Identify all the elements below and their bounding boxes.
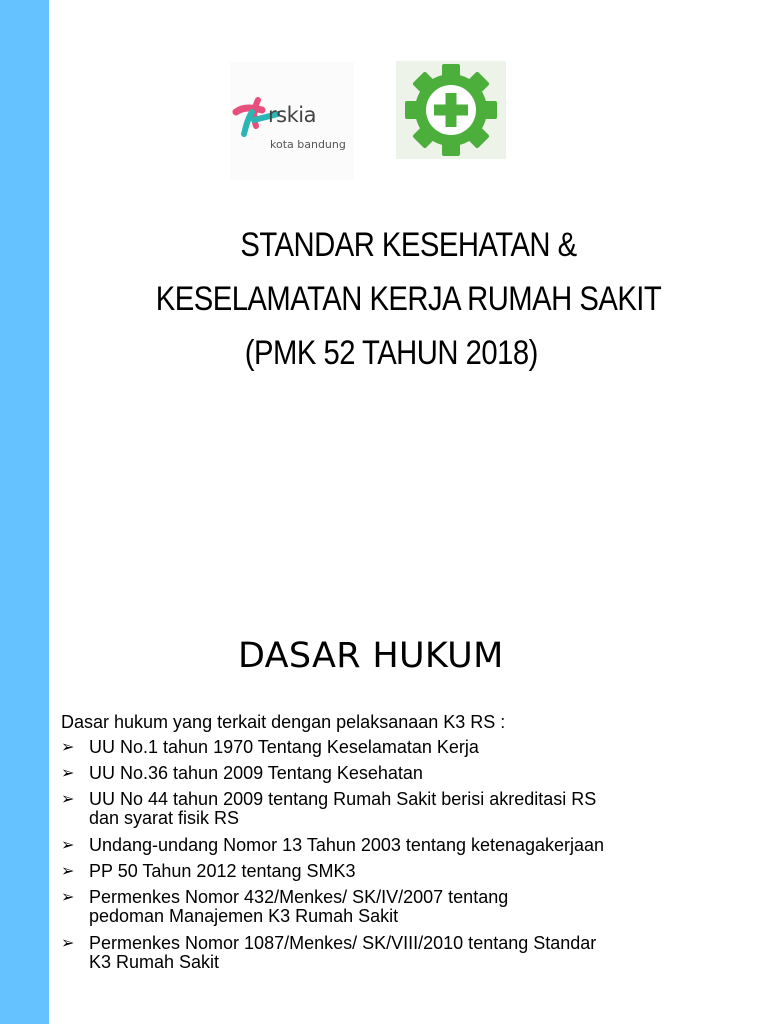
list-item-text: UU No.36 tahun 2009 Tentang Kesehatan — [89, 763, 423, 783]
gear-cross-icon — [396, 61, 506, 159]
arrow-bullet-icon: ➢ — [61, 739, 75, 756]
list-item — [61, 862, 751, 881]
arrow-bullet-icon: ➢ — [61, 837, 75, 854]
k3-logo — [396, 61, 506, 159]
list-item-text: UU No 44 tahun 2009 tentang Rumah Sakit berisi akreditasi RS — [89, 789, 597, 809]
list-item — [61, 790, 751, 828]
arrow-bullet-icon: ➢ — [61, 863, 75, 880]
document-title — [99, 218, 717, 380]
side-accent-bar — [0, 0, 49, 1024]
rskia-logo-name: rskia — [268, 103, 316, 127]
list-item-text: UU No.1 tahun 1970 Tentang Keselamatan Kerja — [89, 737, 479, 757]
arrow-bullet-icon: ➢ — [61, 935, 75, 952]
arrow-bullet-icon: ➢ — [61, 791, 75, 808]
list-item — [61, 934, 751, 972]
list-item — [61, 888, 751, 926]
list-item — [61, 738, 751, 757]
arrow-bullet-icon: ➢ — [61, 889, 75, 906]
rskia-logo-subtitle: kota bandung — [270, 138, 346, 151]
legal-basis-content — [61, 713, 751, 980]
list-item-text: Permenkes Nomor 432/Menkes/ SK/IV/2007 tentang — [89, 887, 509, 907]
list-item-text: PP 50 Tahun 2012 tentang SMK3 — [89, 861, 356, 881]
title-line-2: KESELAMATAN KERJA RUMAH SAKIT — [155, 280, 662, 318]
list-item-text-cont: K3 Rumah Sakit — [89, 952, 220, 972]
rskia-logo — [230, 62, 354, 180]
list-item-text-cont: dan syarat fisik RS — [89, 808, 240, 828]
list-item-text: Undang-undang Nomor 13 Tahun 2003 tentang ketenagakerjaan — [89, 835, 605, 855]
law-list — [61, 738, 751, 972]
title-line-1: STANDAR KESEHATAN & — [240, 226, 577, 264]
title-line-3: (PMK 52 TAHUN 2018) — [244, 334, 538, 372]
list-item — [61, 764, 751, 783]
arrow-bullet-icon: ➢ — [61, 765, 75, 782]
list-item-text-cont: pedoman Manajemen K3 Rumah Sakit — [89, 906, 399, 926]
list-item — [61, 836, 751, 855]
list-item-text: Permenkes Nomor 1087/Menkes/ SK/VIII/2010 tentang Standar — [89, 933, 597, 953]
section-heading: DASAR HUKUM — [238, 636, 504, 676]
intro-text: Dasar hukum yang terkait dengan pelaksanaan K3 RS : — [61, 712, 506, 732]
